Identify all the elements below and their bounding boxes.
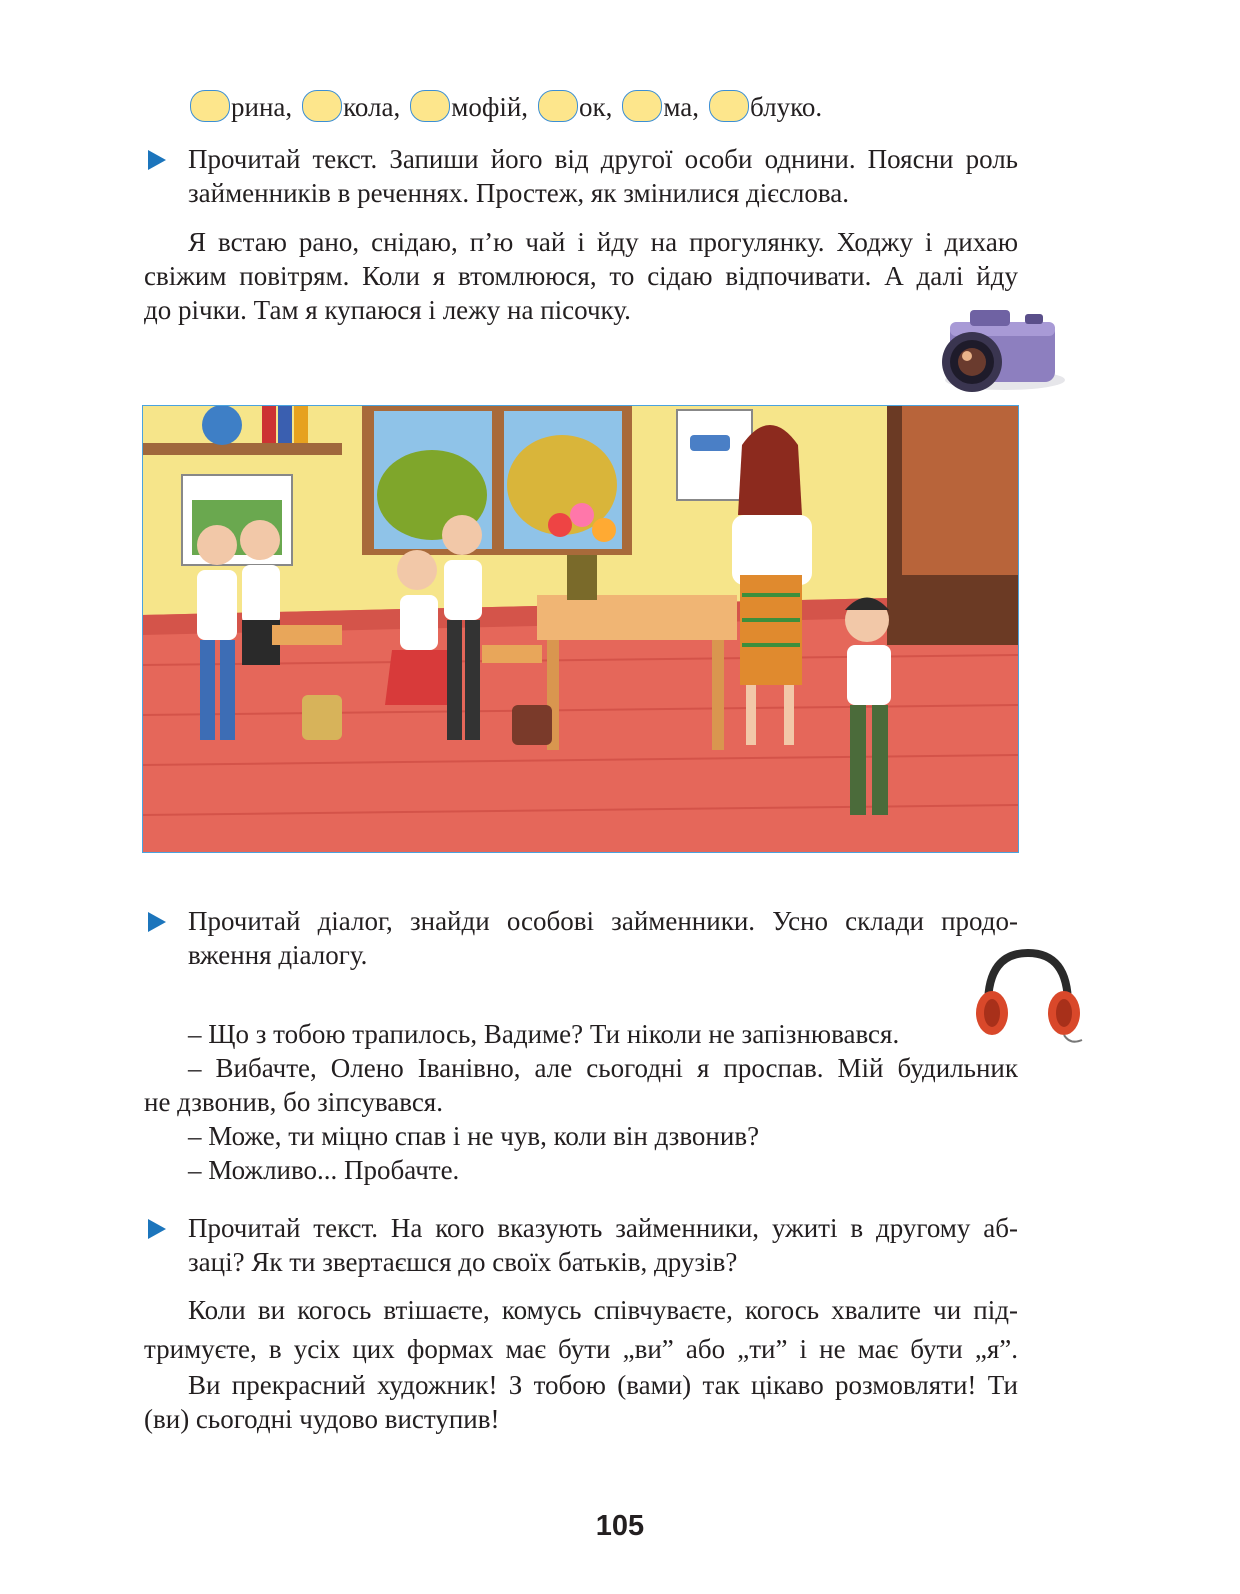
dialog-line5: – Можливо... Пробачте. — [188, 1155, 460, 1185]
fill-in-word — [538, 90, 612, 124]
task-arrow-icon — [148, 1219, 166, 1239]
fill-in-word — [410, 90, 528, 124]
dialog-line2: – Вибачте, Олено Іванівно, але сьогодні я проспав. Мій будильник — [188, 1053, 1018, 1083]
dialog-line3: не дзвонив, бо зіпсувався. — [144, 1087, 443, 1117]
task1-line2: займенників в реченнях. Простеж, як змінилися дієслова. — [188, 178, 849, 208]
task2-line1: Прочитай діалог, знайди особові займенники. Усно склади продо- — [188, 906, 1018, 936]
text2-line1: Коли ви когось втішаєте, комусь співчуваєте, когось хвалите чи під- — [188, 1295, 1018, 1325]
task3-line1: Прочитай текст. На кого вказують займенники, ужиті в другому аб- — [188, 1213, 1018, 1243]
letter-blank[interactable] — [622, 90, 662, 122]
page-number: 105 — [595, 1510, 645, 1542]
text2-line4: (ви) сьогодні чудово виступив! — [144, 1404, 500, 1434]
text1-line2: свіжим повітрям. Коли я втомлююся, то сідаю відпочивати. А далі йду — [144, 261, 1018, 291]
letter-blank[interactable] — [302, 90, 342, 122]
letter-blank[interactable] — [538, 90, 578, 122]
text2-line2: тримуєте, в усіх цих формах має бути „ви” або „ти” і не має бути „я”. — [144, 1334, 1018, 1364]
word-ending: кола, — [343, 92, 401, 122]
letter-blank[interactable] — [709, 90, 749, 122]
letter-blank[interactable] — [410, 90, 450, 122]
fill-in-word — [709, 90, 822, 124]
task-arrow-icon — [148, 912, 166, 932]
text2-line3: Ви прекрасний художник! З тобою (вами) так цікаво розмовляти! Ти — [188, 1370, 1018, 1400]
fill-in-word — [190, 90, 292, 124]
letter-blank[interactable] — [190, 90, 230, 122]
camera-icon — [930, 300, 1070, 395]
headphones-icon — [970, 945, 1085, 1050]
dialog-line1: – Що з тобою трапилось, Вадиме? Ти ніколи не запізнювався. — [188, 1019, 900, 1049]
dialog-line4: – Може, ти міцно спав і не чув, коли він дзвонив? — [188, 1121, 760, 1151]
word-ending: блуко. — [750, 92, 823, 122]
word-ending: мофій, — [451, 92, 529, 122]
task-arrow-icon — [148, 150, 166, 170]
task3-line2: заці? Як ти звертаєшся до своїх батьків, друзів? — [188, 1247, 738, 1277]
word-ending: ма, — [663, 92, 700, 122]
word-ending: рина, — [231, 92, 293, 122]
task1-line1: Прочитай текст. Запиши його від другої особи однини. Поясни роль — [188, 144, 1018, 174]
fill-in-word — [302, 90, 400, 124]
fill-in-word — [622, 90, 699, 124]
text1-line3: до річки. Там я купаюся і лежу на пісочку. — [144, 295, 631, 325]
classroom-illustration — [142, 405, 1019, 853]
task2-line2: вження діалогу. — [188, 940, 368, 970]
fill-in-words-row — [190, 90, 832, 124]
word-ending: ок, — [579, 92, 613, 122]
text1-line1: Я встаю рано, снідаю, п’ю чай і йду на прогулянку. Ходжу і дихаю — [188, 227, 1018, 257]
